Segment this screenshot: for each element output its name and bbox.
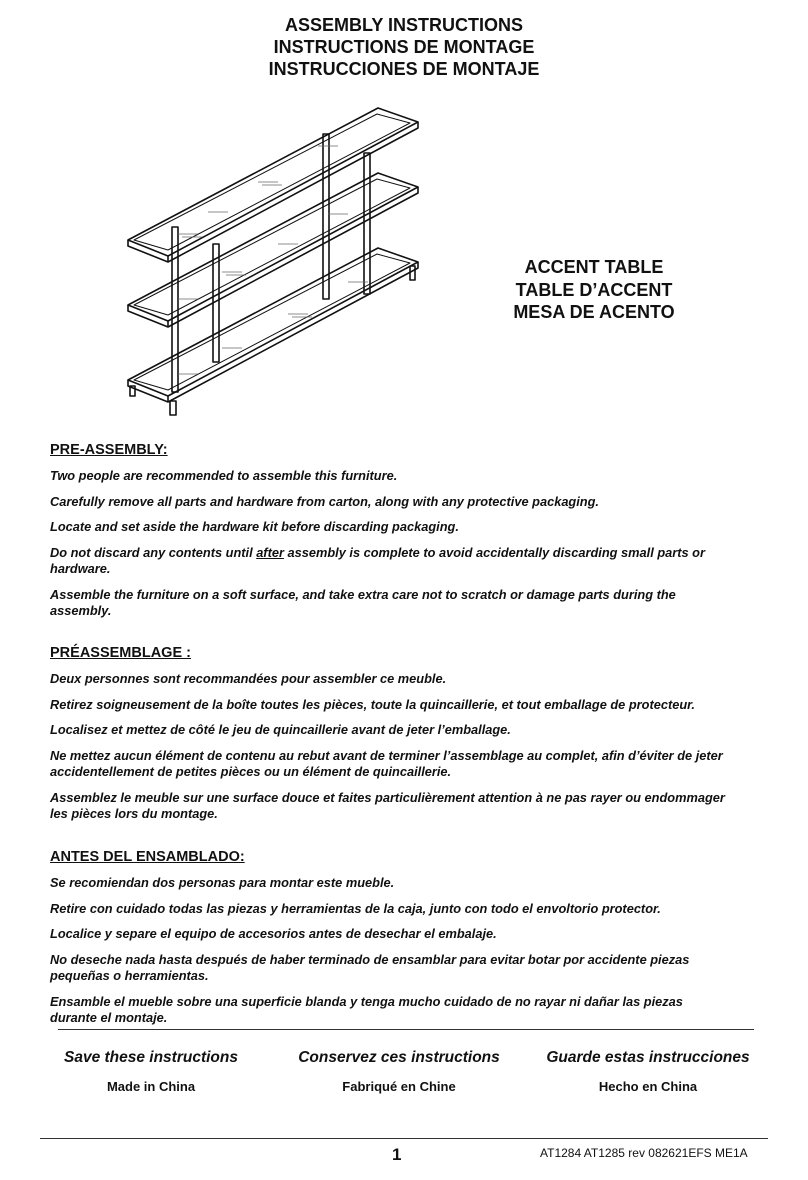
section-heading: PRÉASSEMBLAGE : — [50, 645, 191, 661]
instruction-paragraph: Assemble the furniture on a soft surface, and take extra care not to scratch or damage parts during the assembly. — [50, 586, 676, 618]
page-number: 1 — [392, 1145, 402, 1164]
document-title — [0, 14, 808, 80]
instruction-paragraph: Carefully remove all parts and hardware from carton, along with any protective packaging. — [50, 493, 599, 509]
instruction-paragraph: Se recomiendan dos personas para montar este mueble. — [50, 875, 395, 890]
accent-table-illustration — [118, 96, 428, 426]
instruction-paragraph: Retirez soigneusement de la boîte toutes les pièces, toute la quincaillerie, et tout emballage de protecteur. — [50, 696, 695, 712]
instruction-paragraph: Two people are recommended to assemble this furniture. — [50, 468, 398, 483]
product-name-english: ACCENT TABLE — [524, 257, 664, 277]
save-instructions-spanish: Guarde estas instrucciones — [546, 1049, 750, 1066]
title-spanish: INSTRUCCIONES DE MONTAJE — [268, 59, 540, 79]
footer-french — [274, 1048, 524, 1095]
pre-assembly-section-english — [50, 441, 730, 629]
instruction-paragraph: Localice y separe el equipo de accesorios antes de desechar el embalaje. — [50, 926, 497, 941]
product-name-french: TABLE D’ACCENT — [515, 279, 673, 300]
section-heading: PRE-ASSEMBLY: — [50, 442, 168, 458]
document-code: AT1284 AT1285 rev 082621EFS ME1A — [540, 1146, 748, 1160]
pre-assembly-section-spanish — [50, 848, 730, 1036]
instruction-paragraph: Ne mettez aucun élément de contenu au rebut avant de terminer l’assemblage au complet, afin d’éviter de jeter accidentellement de petites pièces ou un élément de quincaillerie. — [50, 747, 723, 779]
instruction-paragraph: No deseche nada hasta después de haber terminado de ensamblar para evitar botar por accidente piezas pequeñas o herramientas. — [50, 951, 690, 983]
save-instructions-english: Save these instructions — [63, 1049, 238, 1066]
instruction-paragraph: Retire con cuidado todas las piezas y herramientas de la caja, junto con todo el envoltorio protector. — [50, 900, 661, 916]
instruction-paragraph: Ensamble el mueble sobre una superficie blanda y tenga mucho cuidado de no rayar ni dañar las piezas durante el montaje. — [50, 993, 683, 1025]
section-heading: ANTES DEL ENSAMBLADO: — [50, 849, 245, 865]
footer-spanish — [523, 1048, 773, 1095]
instruction-paragraph — [50, 545, 730, 578]
title-english: ASSEMBLY INSTRUCTIONS — [284, 15, 524, 35]
pre-assembly-section-french — [50, 644, 730, 832]
save-instructions-french: Conservez ces instructions — [298, 1049, 500, 1066]
product-name — [480, 256, 708, 324]
instruction-paragraph: Assemblez le meuble sur une surface douce et faites particulièrement attention à ne pas rayer ou endommager les pièces lors du montage. — [50, 789, 725, 821]
made-in-french: Fabriqué en Chine — [342, 1079, 456, 1094]
section-divider — [58, 1029, 754, 1030]
made-in-spanish: Hecho en China — [598, 1079, 698, 1094]
instruction-paragraph: Localisez et mettez de côté le jeu de quincaillerie avant de jeter l’emballage. — [50, 722, 511, 737]
emphasis-after: after — [256, 544, 284, 560]
title-french: INSTRUCTIONS DE MONTAGE — [273, 37, 535, 57]
instruction-paragraph: Deux personnes sont recommandées pour assembler ce meuble. — [50, 671, 447, 686]
made-in-english: Made in China — [106, 1079, 196, 1094]
instruction-text: Do not discard any contents until — [50, 544, 257, 560]
instruction-paragraph: Locate and set aside the hardware kit before discarding packaging. — [50, 519, 459, 534]
instruction-text: assembly is complete to avoid accidentally discarding small parts or hardware. — [50, 544, 705, 576]
footer-english — [26, 1048, 276, 1095]
product-name-spanish: MESA DE ACENTO — [513, 302, 675, 322]
footer-rule — [40, 1138, 768, 1139]
